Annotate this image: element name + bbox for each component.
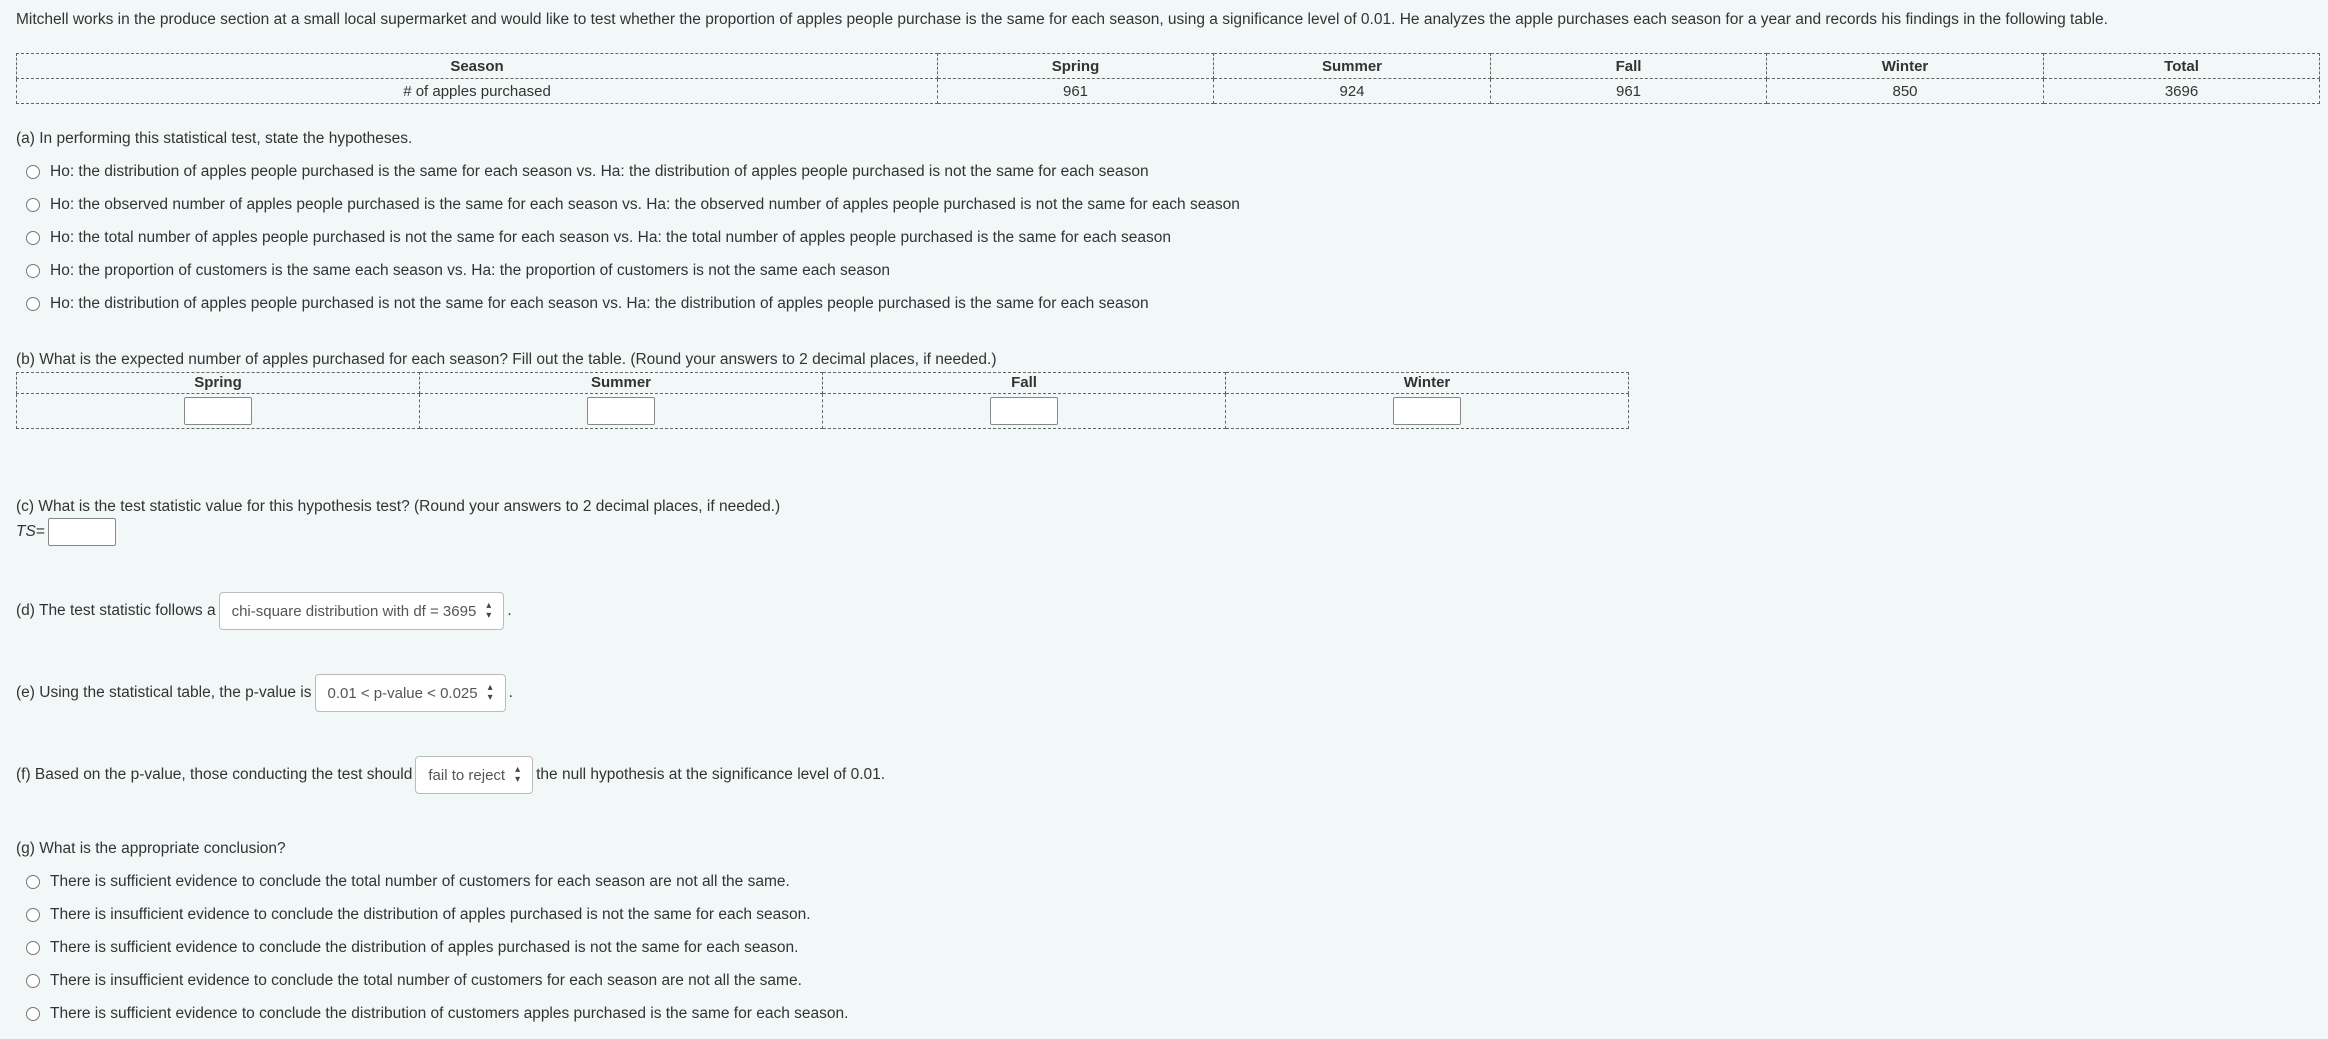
- question-e-suffix: .: [508, 684, 513, 701]
- header-season: Season: [17, 54, 938, 79]
- header-spring: Spring: [17, 373, 420, 394]
- sort-caret-icon: ▴ ▾: [486, 600, 492, 621]
- hypothesis-option-3[interactable]: [26, 229, 1171, 247]
- hypothesis-option-5[interactable]: [26, 295, 1149, 313]
- ts-equals: =: [35, 523, 45, 540]
- expected-fall-input[interactable]: [990, 397, 1058, 425]
- header-summer: Summer: [420, 373, 823, 394]
- table-header-row: [17, 373, 1629, 394]
- conclusion-option-1[interactable]: [26, 873, 790, 891]
- conclusion-option-3[interactable]: [26, 939, 798, 957]
- question-d-prompt: (d) The test statistic follows a: [16, 602, 216, 619]
- question-b-prompt: (b) What is the expected number of apples purchased for each season? Fill out the table. (Round your answers to 2 decimal places, if needed.): [16, 351, 997, 368]
- option-label: Ho: the total number of apples people purchased is not the same for each season vs. Ha: the total number of apples people purchased is the same for each season: [50, 229, 1171, 246]
- radio-button[interactable]: [26, 908, 40, 922]
- question-g-prompt: (g) What is the appropriate conclusion?: [16, 840, 286, 857]
- cell-fall: 961: [1491, 79, 1767, 104]
- option-label: Ho: the observed number of apples people purchased is the same for each season vs. Ha: the observed number of apples people purchased is not the same for each season: [50, 196, 1240, 213]
- question-f-prompt: (f) Based on the p-value, those conducting the test should: [16, 766, 413, 783]
- option-label: Ho: the distribution of apples people purchased is the same for each season vs. Ha: the distribution of apples people purchased is not the same for each season: [50, 163, 1149, 180]
- header-fall: Fall: [823, 373, 1226, 394]
- question-c-prompt: (c) What is the test statistic value for this hypothesis test? (Round your answers to 2 decimal places, if needed.): [16, 498, 781, 515]
- ts-label: TS: [16, 523, 36, 540]
- cell-spring: 961: [938, 79, 1214, 104]
- question-f-suffix: the null hypothesis at the significance level of 0.01.: [536, 766, 886, 783]
- question-f-row: [16, 756, 885, 794]
- option-label: Ho: the distribution of apples people purchased is not the same for each season vs. Ha: the distribution of apples people purchased is the same for each season: [50, 295, 1149, 312]
- option-label: There is insufficient evidence to conclude the total number of customers for each season are not all the same.: [50, 972, 802, 989]
- cell-total: 3696: [2044, 79, 2320, 104]
- question-a-prompt: (a) In performing this statistical test, state the hypotheses.: [16, 130, 413, 147]
- conclusion-option-5[interactable]: [26, 1005, 848, 1023]
- row-label: # of apples purchased: [17, 79, 938, 104]
- conclusion-option-2[interactable]: [26, 906, 811, 924]
- expected-winter-input[interactable]: [1393, 397, 1461, 425]
- question-d-row: [16, 592, 512, 630]
- table-row: [17, 394, 1629, 429]
- cell-summer: 924: [1214, 79, 1491, 104]
- cell-summer: [420, 394, 823, 429]
- option-label: There is sufficient evidence to conclude the distribution of apples purchased is not the same for each season.: [50, 939, 799, 956]
- question-e-prompt: (e) Using the statistical table, the p-value is: [16, 684, 312, 701]
- option-label: Ho: the proportion of customers is the same each season vs. Ha: the proportion of customers is not the same each season: [50, 262, 891, 279]
- question-d-suffix: .: [507, 602, 512, 619]
- header-summer: Summer: [1214, 54, 1491, 79]
- cell-winter: [1226, 394, 1629, 429]
- hypothesis-option-1[interactable]: [26, 163, 1149, 181]
- expected-summer-input[interactable]: [587, 397, 655, 425]
- option-label: There is sufficient evidence to conclude the total number of customers for each season are not all the same.: [50, 873, 790, 890]
- radio-button[interactable]: [26, 264, 40, 278]
- header-fall: Fall: [1491, 54, 1767, 79]
- conclusion-option-4[interactable]: [26, 972, 802, 990]
- decision-select[interactable]: [415, 756, 533, 794]
- header-winter: Winter: [1226, 373, 1629, 394]
- cell-winter: 850: [1767, 79, 2044, 104]
- header-total: Total: [2044, 54, 2320, 79]
- radio-button[interactable]: [26, 1007, 40, 1021]
- p-value-select[interactable]: [315, 674, 506, 712]
- sort-caret-icon: ▴ ▾: [487, 682, 493, 703]
- radio-button[interactable]: [26, 297, 40, 311]
- cell-spring: [17, 394, 420, 429]
- option-label: There is insufficient evidence to conclude the distribution of apples purchased is not the same for each season.: [50, 906, 811, 923]
- radio-button[interactable]: [26, 165, 40, 179]
- radio-button[interactable]: [26, 941, 40, 955]
- intro-text: Mitchell works in the produce section at a small local supermarket and would like to test whether the proportion of apples people purchase is the same for each season, using a significance level of 0.01. He analyzes the apple purchases each season for a year and records his findings in the following table.: [16, 11, 2108, 28]
- test-statistic-input[interactable]: [48, 518, 116, 546]
- radio-button[interactable]: [26, 231, 40, 245]
- radio-button[interactable]: [26, 198, 40, 212]
- observed-table: [16, 53, 2320, 104]
- distribution-select[interactable]: [219, 592, 505, 630]
- hypothesis-option-4[interactable]: [26, 262, 890, 280]
- select-value: fail to reject: [428, 766, 506, 784]
- hypothesis-option-2[interactable]: [26, 196, 1240, 214]
- sort-caret-icon: ▴ ▾: [515, 764, 521, 785]
- header-winter: Winter: [1767, 54, 2044, 79]
- ts-row: [16, 518, 116, 546]
- option-label: There is sufficient evidence to conclude the distribution of customers apples purchased is the same for each season.: [50, 1005, 849, 1022]
- select-value: chi-square distribution with df = 3695: [231, 602, 477, 620]
- question-e-row: [16, 674, 513, 712]
- header-spring: Spring: [938, 54, 1214, 79]
- expected-spring-input[interactable]: [184, 397, 252, 425]
- table-row: [17, 79, 2320, 104]
- expected-table: [16, 372, 1629, 429]
- radio-button[interactable]: [26, 974, 40, 988]
- radio-button[interactable]: [26, 875, 40, 889]
- select-value: 0.01 < p-value < 0.025: [327, 684, 478, 702]
- table-header-row: [17, 54, 2320, 79]
- cell-fall: [823, 394, 1226, 429]
